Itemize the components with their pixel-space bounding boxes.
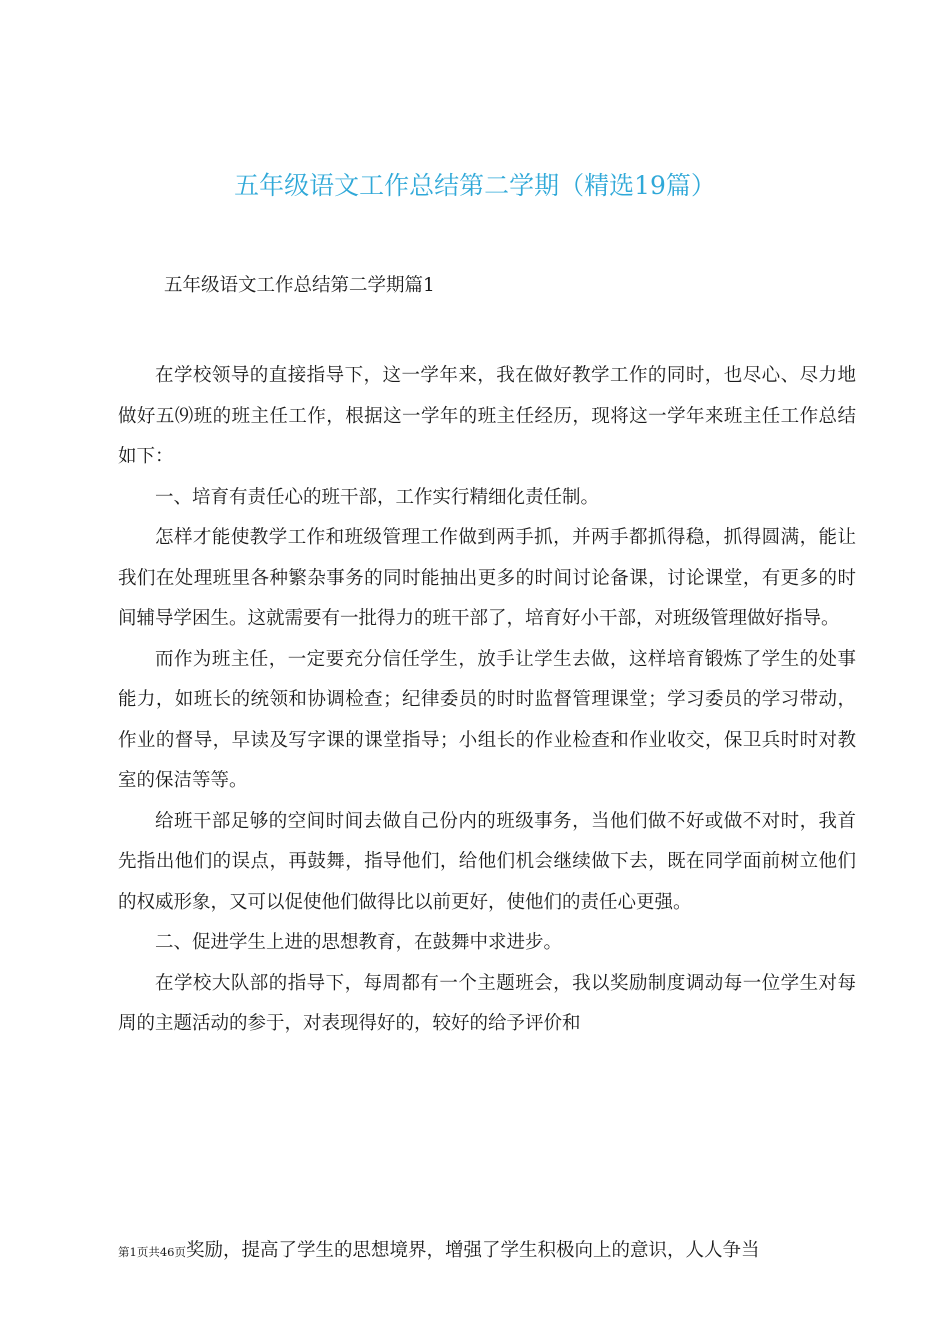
paragraph: 而作为班主任，一定要充分信任学生，放手让学生去做，这样培育锻炼了学生的处事能力，如班长的统领和协调检查；纪律委员的时时监督管理课堂；学习委员的学习带动，作业的督导，早读及写字课的课堂指导；小组长的作业检查和作业收交，保卫兵时时对教室的保洁等等。: [118, 648, 856, 791]
paragraph: 怎样才能使教学工作和班级管理工作做到两手抓，并两手都抓得稳，抓得圆满，能让我们在处理班里各种繁杂事务的同时能抽出更多的时间讨论备课，讨论课堂，有更多的时间辅导学困生。这就需要有一批得力的班干部了，培育好小干部，对班级管理做好指导。: [118, 527, 856, 629]
document-title: 五年级语文工作总结第二学期（精选19篇）: [234, 171, 716, 200]
paragraph: 一、培育有责任心的班干部，工作实行精细化责任制。: [155, 486, 600, 508]
paragraph: 二、促进学生上进的思想教育，在鼓舞中求进步。: [155, 932, 563, 953]
document-body: [118, 356, 856, 1045]
page-number: 第1页共46页: [118, 1245, 186, 1259]
section-heading: 五年级语文工作总结第二学期篇1: [164, 275, 435, 296]
continued-text: 奖励，提高了学生的思想境界，增强了学生积极向上的意识，人人争当: [185, 1240, 760, 1261]
page-footer: [118, 1233, 856, 1270]
paragraph: 在学校领导的直接指导下，这一学年来，我在做好教学工作的同时，也尽心、尽力地做好五⑼班的班主任工作，根据这一学年的班主任经历，现将这一学年来班主任工作总结如下：: [118, 365, 856, 467]
paragraph: 给班干部足够的空间时间去做自己份内的班级事务，当他们做不好或做不对时，我首先指出他们的误点，再鼓舞，指导他们，给他们机会继续做下去，既在同学面前树立他们的权威形象，又可以促使他们做得比以前更好，使他们的责任心更强。: [118, 810, 856, 913]
paragraph: 在学校大队部的指导下，每周都有一个主题班会，我以奖励制度调动每一位学生对每周的主题活动的参于，对表现得好的，较好的给予评价和: [118, 972, 856, 1034]
